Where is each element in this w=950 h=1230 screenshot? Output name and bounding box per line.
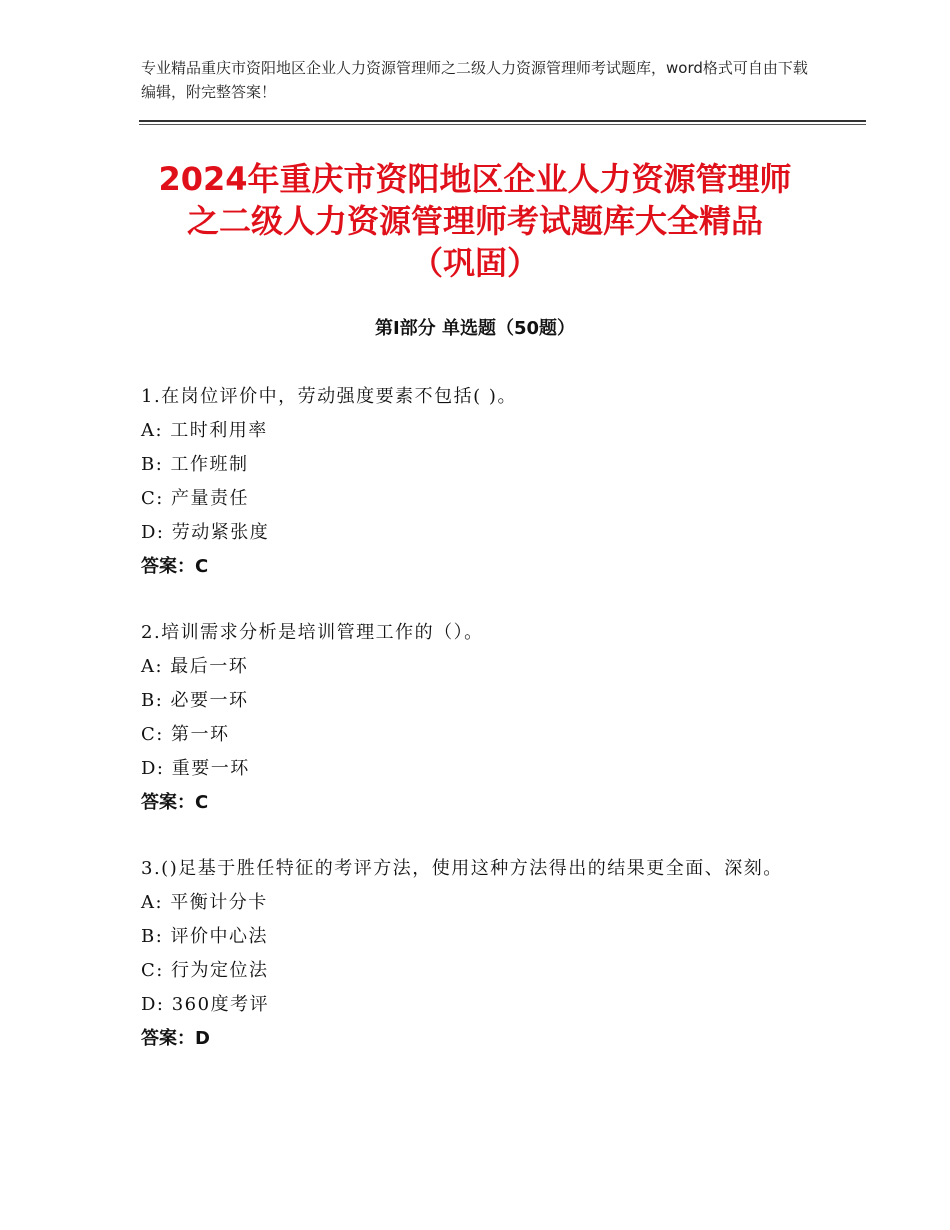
option-d: D: 360度考评 <box>141 994 270 1015</box>
section-heading: 第Ⅰ部分 单选题（50题） <box>374 318 575 339</box>
document-title <box>120 158 830 284</box>
option-a: A: 工时利用率 <box>141 420 268 441</box>
option-d: D: 劳动紧张度 <box>141 522 270 543</box>
answer: 答案：D <box>141 1028 210 1049</box>
option-b: B: 必要一环 <box>141 690 249 711</box>
option-c: C: 行为定位法 <box>141 960 269 981</box>
option-c: C: 产量责任 <box>141 488 250 509</box>
question-1 <box>141 380 821 584</box>
option-b: B: 工作班制 <box>141 454 249 475</box>
answer: 答案：C <box>141 556 209 577</box>
option-a: A: 最后一环 <box>141 656 249 677</box>
answer: 答案：C <box>141 792 209 813</box>
title-line-3: （巩固） <box>410 244 539 282</box>
question-stem: 1.在岗位评价中，劳动强度要素不包括( )。 <box>141 386 517 407</box>
option-b: B: 评价中心法 <box>141 926 269 947</box>
question-stem: 3.()足基于胜任特征的考评方法，使用这种方法得出的结果更全面、深刻。 <box>141 858 783 879</box>
option-d: D: 重要一环 <box>141 758 250 779</box>
option-c: C: 第一环 <box>141 724 230 745</box>
question-list <box>141 380 821 1088</box>
question-stem: 2.培训需求分析是培训管理工作的（）。 <box>141 622 484 643</box>
header-note: 专业精品重庆市资阳地区企业人力资源管理师之二级人力资源管理师考试题库，word格式可自由下载编辑，附完整答案！ <box>141 59 808 101</box>
header-rule-thin <box>139 124 866 125</box>
header-rule <box>139 120 866 122</box>
title-line-2: 之二级人力资源管理师考试题库大全精品 <box>186 202 763 240</box>
question-3 <box>141 852 821 1056</box>
title-line-1: 2024年重庆市资阳地区企业人力资源管理师 <box>158 160 792 198</box>
question-2 <box>141 616 821 820</box>
option-a: A: 平衡计分卡 <box>141 892 268 913</box>
